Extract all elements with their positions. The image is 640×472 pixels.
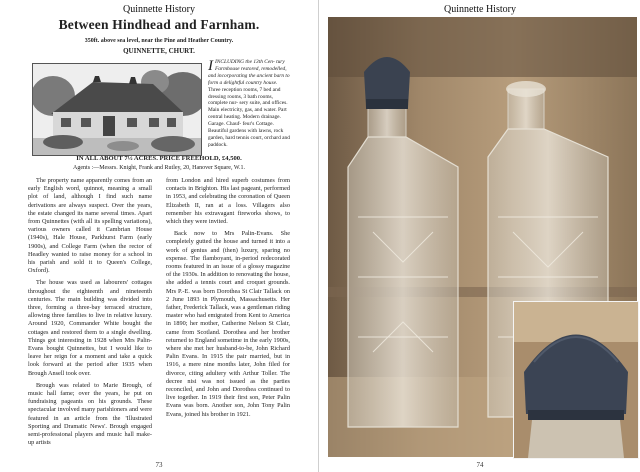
description-line: gardens with lawns, rock bbox=[229, 128, 284, 135]
description-line: garden, hard tennis court, bbox=[208, 134, 263, 141]
description-line: the ancient barn to form a bbox=[208, 72, 290, 86]
advert-title: Between Hindhead and Farnham. bbox=[58, 17, 260, 32]
paragraph: The property name apparently comes from an early English word, quinnot, meaning a small plot of land, although I find such name derivations are always suspect. Over the years, the estate changed its name several times. Apart from Quinnettes (with all its spelling variations), various owners called it Cambrian House (1940s), Hale House, Parkhurst Farm (early 1900s), and College Farm (when the rector of Headley wanted to raise money for a school in his parish and sold it to Queen's College, Oxford). bbox=[28, 177, 152, 275]
running-head: Quinnette History bbox=[123, 4, 195, 15]
description-line: electricity, gas, and water. bbox=[220, 107, 277, 114]
paragraph: from London and hired superb costumes from contacts in Brighton. His last pageant, performed in 1953, and celebrating the coronation of Queen Elizabeth II, ran at a loss. Villagers also remember his extravagant fireworks shows, to which they were invited. bbox=[166, 177, 290, 226]
description-line: tury Farmhouse restored, bbox=[215, 59, 285, 72]
advert-subtitle: 350ft. above sea level, near the Pine and Heather Country. bbox=[84, 38, 234, 44]
text-column-left bbox=[28, 177, 152, 448]
description-line: sery suite, and offices. Main bbox=[208, 100, 288, 114]
description-line: remodelled, and incorporating bbox=[208, 65, 287, 79]
description-line: Part central heating. Modern bbox=[208, 107, 287, 121]
running-head: Quinnette History bbox=[444, 4, 516, 15]
property-advertisement bbox=[28, 16, 290, 174]
advert-price: IN ALL ABOUT 7½ ACRES. PRICE FREEHOLD, £4,500. bbox=[76, 155, 242, 162]
paragraph: Back now to Mrs Palin-Evans. She completely gutted the house and turned it into a work of genius and (then) luxury, sparing no expense. The flamboyant, in-period redecorated rooms featured in an issue of a glossy magazine of the 1930s. In addition to renovating the house, she added a tennis court and croquet grounds. Mrs P.-E. was born Dorothea St Clair Tallack on 2 June 1893 in Plymouth, Massachusetts. Her father, Frederick Tallack, was a gentleman riding master who had emigrated from Kent to America in 1890; her mother, Catherine Nelson St Clair, came from Scotland. Dorothea and her brother returned to England sometime in the early 1900s, where she met her husband-to-be, John Richard Palin Evans. In 1915 the pair married, but in 1916, a mere nine months later, John filed for divorce, citing adultery with Arthur Toller. The decree nisi was not issued as the parties reconciled, and John and Dorothea continued to live together. In 1919 their first son, Peter Palin Evans was born. Another son, John Tony Palin Evans, joined his brother in 1921. bbox=[166, 230, 290, 418]
description-line: Three reception rooms, 7 bbox=[208, 86, 263, 93]
page-number: 74 bbox=[476, 461, 484, 469]
farmhouse-photo bbox=[32, 63, 202, 156]
advert-house-name: QUINNETTE, CHURT. bbox=[123, 47, 195, 55]
paragraph: The house was used as labourers' cottages throughout the eighteenth and nineteenth centuries. The main building was divided into three, forming a three-bay terraced structure, allowing three families to live in relative luxury. Around 1920, Commander White bought the cottages and restored them to a single dwelling. Things got interesting in 1928 when Mrs Palin-Evans bought Quinnettes, but I would like to leave her reign for a moment and take a quick look forward at the period after 1935 when Brough Ansell took over. bbox=[28, 279, 152, 377]
left-page bbox=[0, 0, 319, 472]
advert-agents: Agents :—Messrs. Knight, Frank and Rutley, 20, Hanover Square, W.1. bbox=[73, 165, 245, 171]
advert-description bbox=[208, 59, 290, 149]
drop-cap: I bbox=[208, 58, 213, 74]
right-page bbox=[320, 0, 640, 472]
stopper-closeup-photo bbox=[513, 301, 639, 459]
description-line: delightful country house. bbox=[223, 79, 278, 86]
text-column-right bbox=[166, 177, 290, 419]
description-line: orchard and paddock. bbox=[208, 134, 290, 148]
page-number: 73 bbox=[155, 461, 163, 469]
description-line: drainage. Garage. Chauf- bbox=[208, 114, 281, 128]
description-line: bath rooms, complete nur- bbox=[208, 93, 273, 107]
description-line: bed and dressing rooms, 3 bbox=[208, 86, 281, 100]
paragraph: Brough was related to Marie Brough, of music hall fame; over the years, he put on fundraising pageants on his grounds. These spectacular involved many parishioners and were featured in an article from the 'Illustrated Sporting and Dramatic News'. Brough engaged semi-professional players and music hall make-up artists bbox=[28, 381, 152, 447]
description-line: feur's Cottage. Beautiful bbox=[208, 121, 274, 135]
description-line: INCLUDING the 13th Cen- bbox=[215, 59, 275, 65]
